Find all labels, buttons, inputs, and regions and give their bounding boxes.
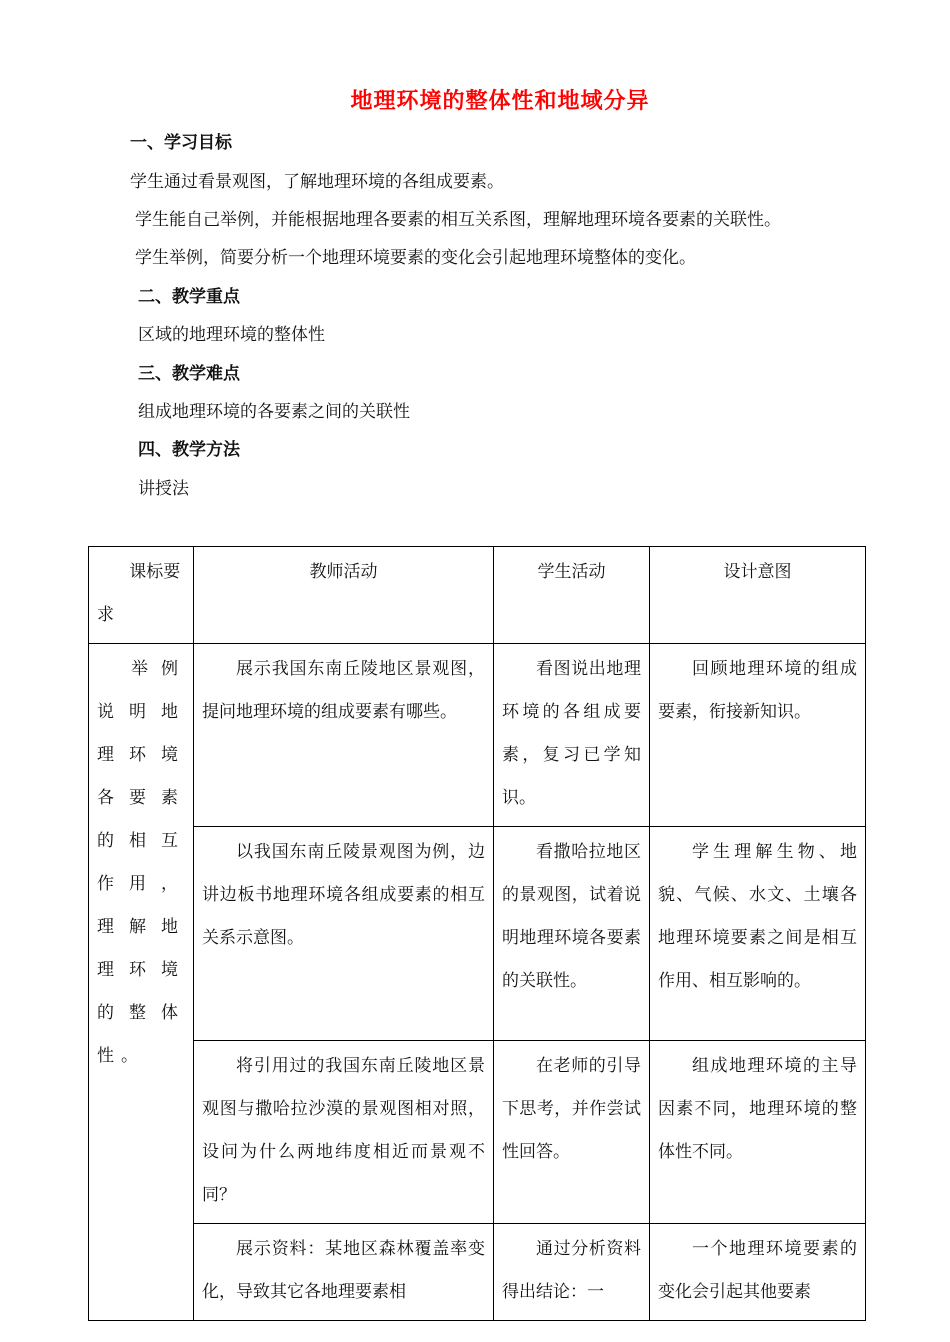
objective-line-1: 学生通过看景观图，了解地理环境的各组成要素。 bbox=[130, 172, 504, 192]
section-heading-objectives: 一、学习目标 bbox=[130, 133, 232, 153]
header-design-intent: 设计意图 bbox=[650, 547, 866, 644]
teacher-activity-cell: 将引用过的我国东南丘陵地区景观图与撒哈拉沙漠的景观图相对照，设问为什么两地纬度相近而景观不同？ bbox=[194, 1041, 494, 1224]
teacher-activity-cell: 展示资料：某地区森林覆盖率变化，导致其它各地理要素相 bbox=[194, 1224, 494, 1321]
table-header-row bbox=[89, 547, 866, 644]
header-student-activity: 学生活动 bbox=[494, 547, 650, 644]
section-heading-methods: 四、教学方法 bbox=[138, 440, 240, 460]
teacher-activity-cell: 以我国东南丘陵景观图为例，边讲边板书地理环境各组成要素的相互关系示意图。 bbox=[194, 827, 494, 1041]
key-points-text: 区域的地理环境的整体性 bbox=[138, 325, 325, 345]
table-row bbox=[89, 827, 866, 1041]
objective-line-3: 学生举例，简要分析一个地理环境要素的变化会引起地理环境整体的变化。 bbox=[135, 248, 696, 268]
difficulties-text: 组成地理环境的各要素之间的关联性 bbox=[138, 402, 410, 422]
design-intent-cell: 组成地理环境的主导因素不同，地理环境的整体性不同。 bbox=[650, 1041, 866, 1224]
methods-text: 讲授法 bbox=[138, 479, 189, 499]
table-row bbox=[89, 644, 866, 827]
objective-line-2: 学生能自己举例，并能根据地理各要素的相互关系图，理解地理环境各要素的关联性。 bbox=[135, 210, 781, 230]
design-intent-cell: 学生理解生物、地貌、气候、水文、土壤各地理环境要素之间是相互作用、相互影响的。 bbox=[650, 827, 866, 1041]
curriculum-requirement-cell: 举例说明地理环境各要素的相互作用，理解地理环境的整体性。 bbox=[89, 644, 194, 1321]
student-activity-cell: 通过分析资料得出结论：一 bbox=[494, 1224, 650, 1321]
section-heading-difficulties: 三、教学难点 bbox=[138, 364, 240, 384]
student-activity-cell: 看图说出地理环境的各组成要素，复习已学知识。 bbox=[494, 644, 650, 827]
table-row bbox=[89, 1224, 866, 1321]
student-activity-cell: 看撒哈拉地区的景观图，试着说明地理环境各要素的关联性。 bbox=[494, 827, 650, 1041]
section-heading-key-points: 二、教学重点 bbox=[138, 287, 240, 307]
lesson-plan-table bbox=[88, 546, 866, 1321]
design-intent-cell: 一个地理环境要素的变化会引起其他要素 bbox=[650, 1224, 866, 1321]
student-activity-cell: 在老师的引导下思考，并作尝试性回答。 bbox=[494, 1041, 650, 1224]
table-row bbox=[89, 1041, 866, 1224]
header-curriculum-requirement: 课标要求 bbox=[89, 547, 194, 644]
header-teacher-activity: 教师活动 bbox=[194, 547, 494, 644]
teacher-activity-cell: 展示我国东南丘陵地区景观图，提问地理环境的组成要素有哪些。 bbox=[194, 644, 494, 827]
page-title: 地理环境的整体性和地域分异 bbox=[350, 89, 650, 114]
design-intent-cell: 回顾地理环境的组成要素，衔接新知识。 bbox=[650, 644, 866, 827]
